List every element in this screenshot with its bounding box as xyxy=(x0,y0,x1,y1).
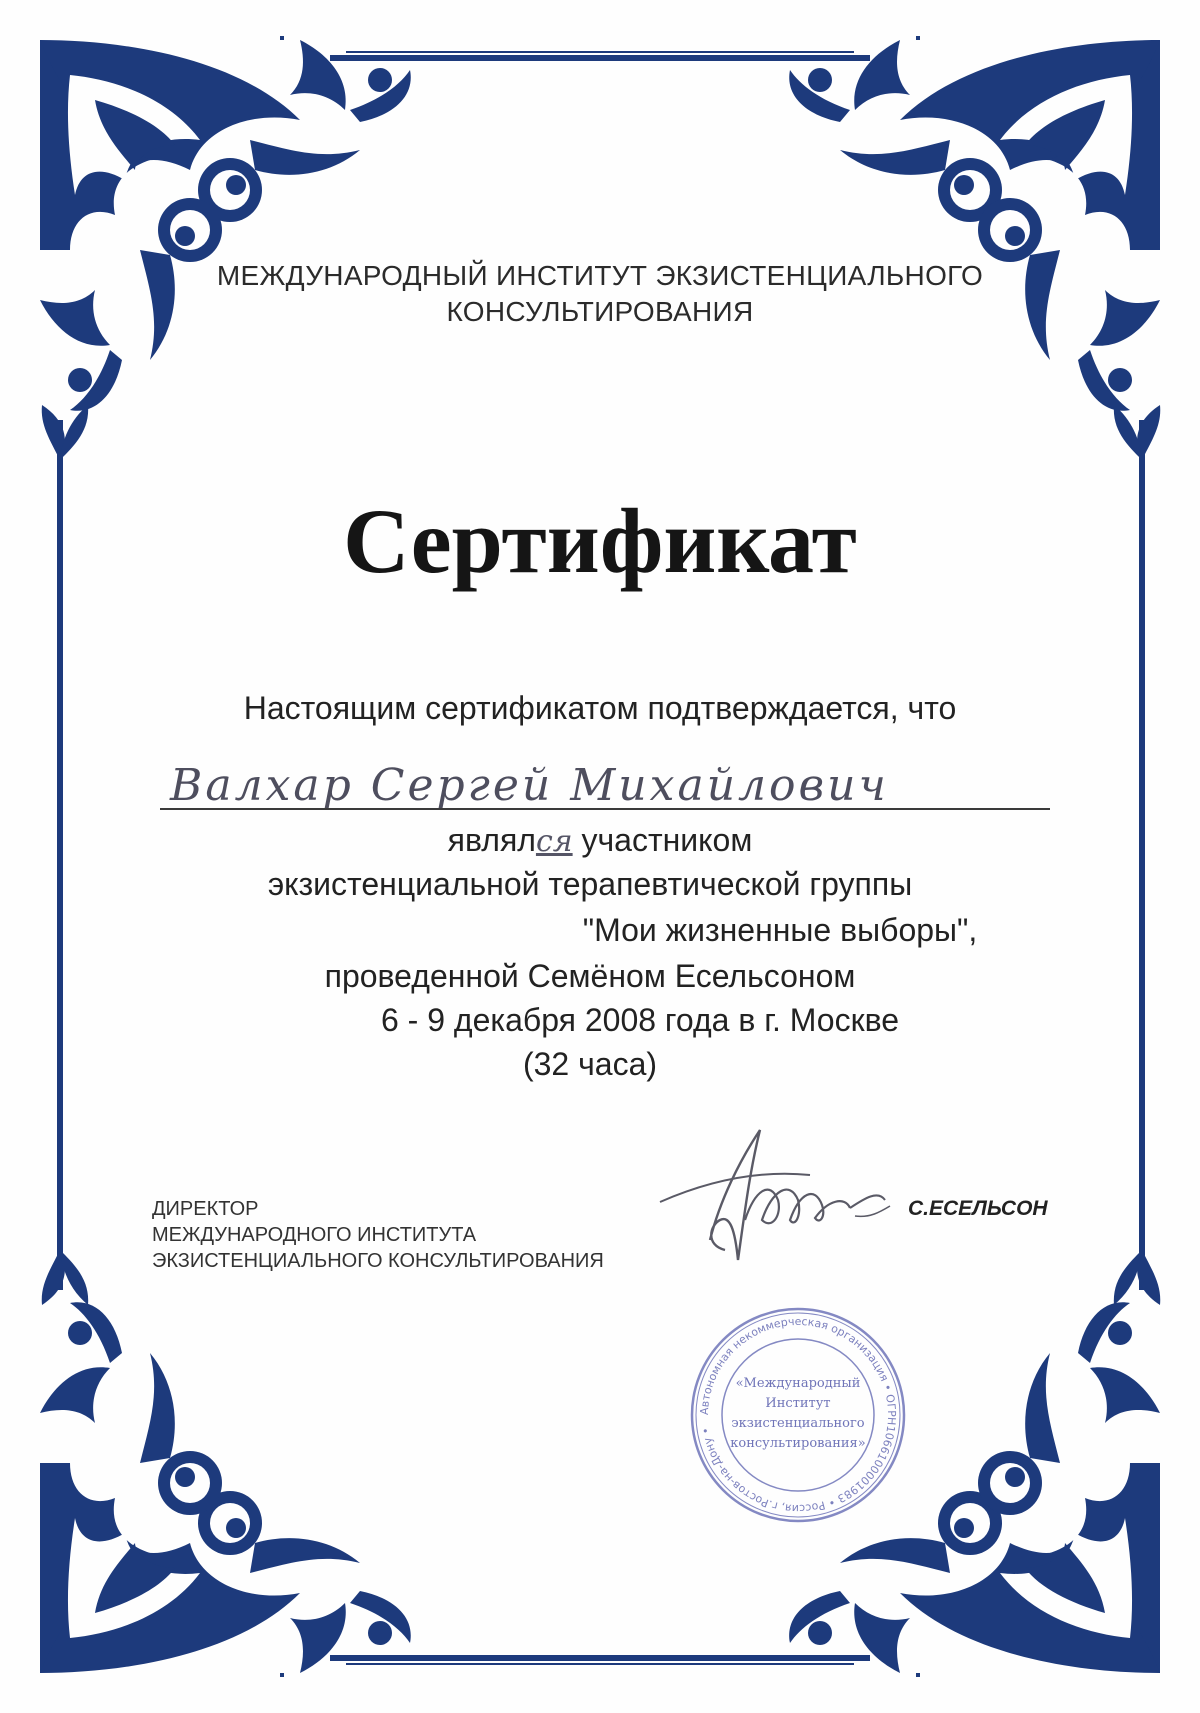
stamp-inner-line2: Институт xyxy=(765,1396,831,1411)
was-suffix: участником xyxy=(572,822,753,858)
stamp-inner-line1: «Международный xyxy=(735,1376,861,1391)
was-handwritten-ending: ся xyxy=(535,824,573,859)
stamp-inner-line3: экзистенциального xyxy=(731,1416,865,1431)
hours-count: (32 часа) xyxy=(522,1046,658,1082)
confirmation-text: Настоящим сертификатом подтверждается, что xyxy=(243,690,957,726)
institute-name-line2: КОНСУЛЬТИРОВАНИЯ xyxy=(446,296,754,327)
certificate-title: Сертификат xyxy=(343,490,857,592)
led-by-line: проведенной Семёном Есельсоном xyxy=(324,958,856,994)
name-underline xyxy=(160,808,1050,810)
official-stamp xyxy=(688,1305,908,1525)
recipient-name: Валхар Сергей Михайлович xyxy=(170,760,889,811)
institute-name-line1: МЕЖДУНАРОДНЫЙ ИНСТИТУТ ЭКЗИСТЕНЦИАЛЬНОГО xyxy=(216,260,984,291)
was-prefix: являл xyxy=(447,822,536,858)
participation-line xyxy=(300,822,900,859)
director-title-line3: ЭКЗИСТЕНЦИАЛЬНОГО КОНСУЛЬТИРОВАНИЯ xyxy=(152,1250,604,1272)
program-name: "Мои жизненные выборы", xyxy=(582,912,978,948)
dates-location: 6 - 9 декабря 2008 года в г. Москве xyxy=(380,1002,900,1038)
stamp-outer-text: Автономная некоммерческая организация • ОГРН1066100001983 • Россия, г.Ростов-на-Дону • xyxy=(697,1314,899,1516)
director-title-line1: ДИРЕКТОР xyxy=(152,1198,259,1220)
group-line: экзистенциальной терапевтической группы xyxy=(267,866,913,902)
director-title-line2: МЕЖДУНАРОДНОГО ИНСТИТУТА xyxy=(152,1224,477,1246)
signer-name: С.ЕСЕЛЬСОН xyxy=(908,1197,1048,1220)
stamp-inner-line4: консультирования» xyxy=(730,1436,866,1451)
handwritten-signature xyxy=(650,1120,950,1280)
